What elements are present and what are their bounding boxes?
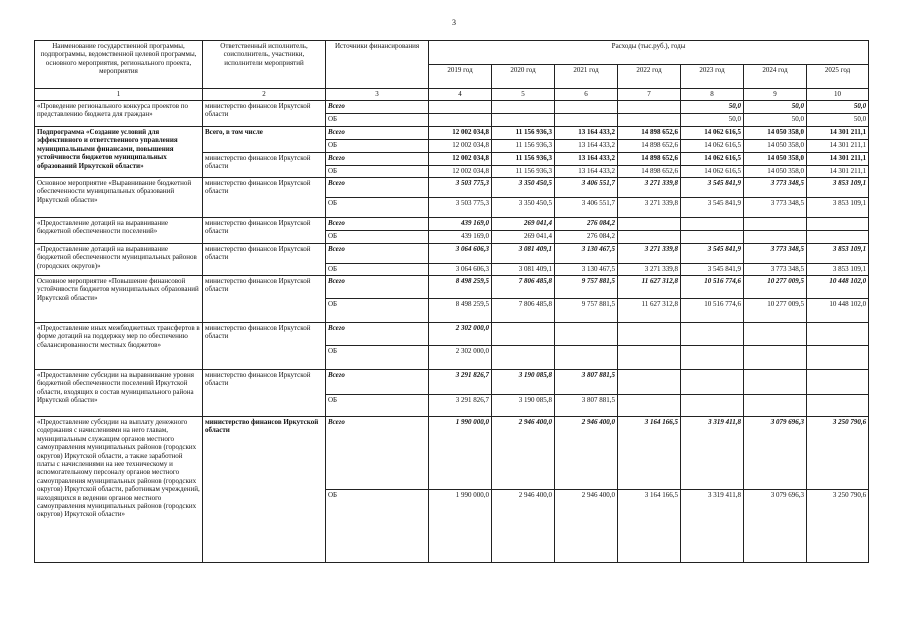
row-value-ob: 1 990 000,0 (429, 490, 492, 563)
row-value-total: 3 773 348,5 (744, 178, 807, 198)
row-source-total: Всего (326, 276, 429, 299)
row-value-total (681, 218, 744, 231)
header-expenses: Расходы (тыс.руб.), годы (429, 41, 869, 65)
row-value-total: 10 516 774,6 (681, 276, 744, 299)
row-value-ob: 3 807 881,5 (555, 395, 618, 417)
row-value-ob: 8 498 259,5 (429, 299, 492, 323)
row-value-total: 14 301 211,1 (807, 153, 869, 166)
row-source-total: Всего (326, 417, 429, 490)
row-source-ob: ОБ (326, 490, 429, 563)
row-value-total: 9 757 881,5 (555, 276, 618, 299)
row-value-total (807, 218, 869, 231)
row-executor: министерство финансов Иркутской области (203, 370, 326, 417)
header-column-number: 1 (35, 89, 203, 101)
row-executor: министерство финансов Иркутской области (203, 178, 326, 218)
row-value-ob (744, 346, 807, 370)
row-value-total: 11 156 936,3 (492, 153, 555, 166)
row-value-total: 14 050 358,0 (744, 153, 807, 166)
row-value-total: 3 271 339,8 (618, 178, 681, 198)
row-value-ob: 3 079 696,3 (744, 490, 807, 563)
row-value-ob: 11 156 936,3 (492, 166, 555, 178)
header-year: 2021 год (555, 65, 618, 89)
row-value-total: 14 301 211,1 (807, 127, 869, 140)
row-value-ob: 3 853 109,1 (807, 264, 869, 276)
row-value-ob: 2 946 400,0 (555, 490, 618, 563)
header-year: 2024 год (744, 65, 807, 89)
header-year: 2020 год (492, 65, 555, 89)
row-value-total: 3 807 881,5 (555, 370, 618, 395)
row-value-ob: 14 050 358,0 (744, 166, 807, 178)
row-value-ob: 3 164 166,5 (618, 490, 681, 563)
row-value-total: 14 898 652,6 (618, 153, 681, 166)
row-executor: министерство финансов Иркутской области (203, 101, 326, 127)
row-value-total: 10 277 009,5 (744, 276, 807, 299)
table-row (35, 127, 869, 140)
row-value-total: 3 130 467,5 (555, 244, 618, 264)
row-value-total: 3 503 775,3 (429, 178, 492, 198)
row-value-ob: 3 250 790,6 (807, 490, 869, 563)
row-value-total: 3 319 411,8 (681, 417, 744, 490)
row-source-ob: ОБ (326, 166, 429, 178)
row-value-total (744, 323, 807, 346)
row-source-total: Всего (326, 370, 429, 395)
row-value-total (618, 101, 681, 114)
row-value-ob: 14 898 652,6 (618, 140, 681, 153)
header-column-number: 9 (744, 89, 807, 101)
row-name: «Предоставление дотаций на выравнивание бюджетной обеспеченности поселений» (35, 218, 203, 244)
row-value-ob (744, 231, 807, 244)
row-value-ob: 3 291 826,7 (429, 395, 492, 417)
header-name: Наименование государственной программы, подпрограммы, ведомственной целевой программы, основного мероприятия, регионального проекта, мероприятия (35, 41, 203, 89)
row-value-ob (429, 114, 492, 127)
table-row (35, 323, 869, 346)
row-value-total (681, 323, 744, 346)
row-value-ob: 14 898 652,6 (618, 166, 681, 178)
row-value-ob: 13 164 433,2 (555, 166, 618, 178)
row-executor: министерство финансов Иркутской области (203, 276, 326, 323)
row-value-ob (681, 395, 744, 417)
row-value-total: 3 271 339,8 (618, 244, 681, 264)
row-value-ob: 3 081 409,1 (492, 264, 555, 276)
row-source-ob: ОБ (326, 140, 429, 153)
row-value-ob: 12 002 034,8 (429, 140, 492, 153)
row-value-total: 12 002 034,8 (429, 127, 492, 140)
row-value-ob: 3 773 348,5 (744, 198, 807, 218)
row-source-ob: ОБ (326, 198, 429, 218)
row-name: Основное мероприятие «Повышение финансовой устойчивости бюджетов муниципальных образований Иркутской области» (35, 276, 203, 323)
row-executor: министерство финансов Иркутской области (203, 153, 326, 178)
row-value-total: 11 156 936,3 (492, 127, 555, 140)
header-column-number: 3 (326, 89, 429, 101)
row-value-ob (555, 114, 618, 127)
row-value-ob: 10 448 102,0 (807, 299, 869, 323)
row-value-ob: 3 064 606,3 (429, 264, 492, 276)
row-executor: министерство финансов Иркутской области (203, 417, 326, 563)
table-row (35, 417, 869, 490)
row-value-total: 3 250 790,6 (807, 417, 869, 490)
row-value-ob (555, 346, 618, 370)
header-year: 2025 год (807, 65, 869, 89)
row-value-ob: 3 406 551,7 (555, 198, 618, 218)
row-value-total: 269 041,4 (492, 218, 555, 231)
row-value-ob: 50,0 (744, 114, 807, 127)
row-value-ob (492, 346, 555, 370)
row-value-ob: 3 545 841,9 (681, 198, 744, 218)
row-value-total: 2 302 000,0 (429, 323, 492, 346)
row-source-ob: ОБ (326, 264, 429, 276)
row-executor: Всего, в том числе (203, 127, 326, 153)
row-value-ob: 14 062 616,5 (681, 140, 744, 153)
row-source-total: Всего (326, 153, 429, 166)
row-value-total: 13 164 433,2 (555, 127, 618, 140)
row-value-ob: 14 050 358,0 (744, 140, 807, 153)
row-value-ob (807, 346, 869, 370)
row-source-ob: ОБ (326, 231, 429, 244)
row-value-total: 3 081 409,1 (492, 244, 555, 264)
row-value-total (681, 370, 744, 395)
row-name: «Предоставление субсидии на выравнивание уровня бюджетной обеспеченности поселений Иркутской области, входящих в состав муниципального района Иркутской области» (35, 370, 203, 417)
row-value-total: 3 064 606,3 (429, 244, 492, 264)
header-column-number: 4 (429, 89, 492, 101)
row-value-total: 11 627 312,8 (618, 276, 681, 299)
header-column-number: 6 (555, 89, 618, 101)
row-value-total: 13 164 433,2 (555, 153, 618, 166)
row-value-total (492, 101, 555, 114)
row-value-total: 50,0 (744, 101, 807, 114)
row-value-ob: 12 002 034,8 (429, 166, 492, 178)
row-value-total: 3 545 841,9 (681, 178, 744, 198)
header-executor: Ответственный исполнитель, соисполнитель, участники, исполнители мероприятий (203, 41, 326, 89)
row-value-total (555, 323, 618, 346)
row-value-ob: 10 516 774,6 (681, 299, 744, 323)
row-value-ob: 3 271 339,8 (618, 264, 681, 276)
row-value-ob: 13 164 433,2 (555, 140, 618, 153)
row-value-total: 12 002 034,8 (429, 153, 492, 166)
row-value-ob: 439 169,0 (429, 231, 492, 244)
row-name: «Предоставление субсидии на выплату денежного содержания с начислениями на него главам, муниципальным служащим органов местного самоуправления муниципальных районов (городских округов) Иркутской области, а также заработной платы с начислениями на нее техническому и вспомогательному персоналу органов местного самоуправления муниципальных районов (городских округов) Иркутской области, работникам учреждений, находящихся в ведении органов местного самоуправления муниципальных районов (городских округов) Иркутской области» (35, 417, 203, 563)
row-value-total: 2 946 400,0 (555, 417, 618, 490)
row-value-ob (618, 231, 681, 244)
row-value-ob (492, 114, 555, 127)
row-value-ob: 269 041,4 (492, 231, 555, 244)
row-value-ob: 3 190 085,8 (492, 395, 555, 417)
row-value-total: 2 946 400,0 (492, 417, 555, 490)
table-row (35, 244, 869, 264)
row-source-total: Всего (326, 127, 429, 140)
row-value-ob (744, 395, 807, 417)
row-value-ob: 14 301 211,1 (807, 166, 869, 178)
row-value-ob (681, 346, 744, 370)
row-value-ob: 3 503 775,3 (429, 198, 492, 218)
page-number: 3 (452, 18, 456, 27)
row-value-total (618, 370, 681, 395)
table-row (35, 370, 869, 395)
row-source-ob: ОБ (326, 299, 429, 323)
row-value-total: 10 448 102,0 (807, 276, 869, 299)
row-value-total (618, 323, 681, 346)
header-year: 2023 год (681, 65, 744, 89)
row-source-ob: ОБ (326, 395, 429, 417)
row-value-total (492, 323, 555, 346)
row-value-total (744, 370, 807, 395)
row-source-total: Всего (326, 178, 429, 198)
row-value-total (807, 370, 869, 395)
row-value-ob: 10 277 009,5 (744, 299, 807, 323)
row-source-total: Всего (326, 323, 429, 346)
row-value-ob: 2 302 000,0 (429, 346, 492, 370)
header-column-number: 2 (203, 89, 326, 101)
row-value-ob (618, 395, 681, 417)
table-row (35, 178, 869, 198)
header-column-number: 5 (492, 89, 555, 101)
header-column-number: 7 (618, 89, 681, 101)
row-value-ob: 3 319 411,8 (681, 490, 744, 563)
row-value-ob: 3 853 109,1 (807, 198, 869, 218)
row-value-total: 439 169,0 (429, 218, 492, 231)
row-value-total: 8 498 259,5 (429, 276, 492, 299)
header-source: Источники финансирования (326, 41, 429, 89)
row-value-total: 14 050 358,0 (744, 127, 807, 140)
header-year: 2022 год (618, 65, 681, 89)
row-name: «Предоставление дотаций на выравнивание бюджетной обеспеченности муниципальных районов (городских округов)» (35, 244, 203, 276)
row-executor: министерство финансов Иркутской области (203, 323, 326, 370)
row-value-ob: 2 946 400,0 (492, 490, 555, 563)
row-value-total: 50,0 (681, 101, 744, 114)
row-value-ob: 3 545 841,9 (681, 264, 744, 276)
row-source-ob: ОБ (326, 114, 429, 127)
row-value-total: 1 990 000,0 (429, 417, 492, 490)
row-value-total: 3 853 109,1 (807, 244, 869, 264)
row-value-total (429, 101, 492, 114)
row-executor: министерство финансов Иркутской области (203, 244, 326, 276)
budget-table (34, 40, 869, 563)
row-value-ob: 11 627 312,8 (618, 299, 681, 323)
row-executor: министерство финансов Иркутской области (203, 218, 326, 244)
table-body (35, 41, 869, 563)
row-value-ob (618, 114, 681, 127)
table-row (35, 101, 869, 114)
row-value-ob: 3 130 467,5 (555, 264, 618, 276)
row-value-total: 3 773 348,5 (744, 244, 807, 264)
table-row (35, 276, 869, 299)
header-column-number: 10 (807, 89, 869, 101)
row-value-total (555, 101, 618, 114)
row-value-ob: 50,0 (807, 114, 869, 127)
row-value-ob: 276 084,2 (555, 231, 618, 244)
row-value-ob (807, 395, 869, 417)
row-value-ob (618, 346, 681, 370)
row-value-total: 3 190 085,8 (492, 370, 555, 395)
row-name: «Проведение регионального конкурса проектов по представлению бюджета для граждан» (35, 101, 203, 127)
row-name: «Предоставление иных межбюджетных трансфертов в форме дотаций на поддержку мер по обеспечению сбалансированности местных бюджетов» (35, 323, 203, 370)
row-value-ob (681, 231, 744, 244)
row-source-ob: ОБ (326, 346, 429, 370)
row-value-total: 3 164 166,5 (618, 417, 681, 490)
row-value-total: 3 853 109,1 (807, 178, 869, 198)
row-value-ob: 11 156 936,3 (492, 140, 555, 153)
header-column-number: 8 (681, 89, 744, 101)
row-value-total (807, 323, 869, 346)
row-value-total: 3 545 841,9 (681, 244, 744, 264)
row-source-total: Всего (326, 244, 429, 264)
row-value-ob: 7 806 485,8 (492, 299, 555, 323)
row-value-ob: 9 757 881,5 (555, 299, 618, 323)
row-value-total: 3 350 450,5 (492, 178, 555, 198)
row-value-total: 3 406 551,7 (555, 178, 618, 198)
row-value-ob: 3 271 339,8 (618, 198, 681, 218)
header-year: 2019 год (429, 65, 492, 89)
row-name: Подпрограмма «Создание условий для эффективного и ответственного управления муниципальными финансами, повышения устойчивости бюджетов муниципальных образований Иркутской области» (35, 127, 203, 178)
row-value-ob: 14 062 616,5 (681, 166, 744, 178)
row-value-ob (807, 231, 869, 244)
table-row (35, 218, 869, 231)
row-value-ob: 3 773 348,5 (744, 264, 807, 276)
row-source-total: Всего (326, 101, 429, 114)
row-value-total (744, 218, 807, 231)
row-value-total: 14 062 616,5 (681, 153, 744, 166)
row-value-ob: 14 301 211,1 (807, 140, 869, 153)
row-value-total: 14 062 616,5 (681, 127, 744, 140)
row-value-ob: 3 350 450,5 (492, 198, 555, 218)
row-value-total: 3 079 696,3 (744, 417, 807, 490)
row-value-total: 7 806 485,8 (492, 276, 555, 299)
row-value-total: 276 084,2 (555, 218, 618, 231)
row-value-ob: 50,0 (681, 114, 744, 127)
row-value-total: 3 291 826,7 (429, 370, 492, 395)
row-value-total (618, 218, 681, 231)
row-value-total: 14 898 652,6 (618, 127, 681, 140)
row-source-total: Всего (326, 218, 429, 231)
row-name: Основное мероприятие «Выравнивание бюджетной обеспеченности муниципальных образований Иркутской области» (35, 178, 203, 218)
row-value-total: 50,0 (807, 101, 869, 114)
